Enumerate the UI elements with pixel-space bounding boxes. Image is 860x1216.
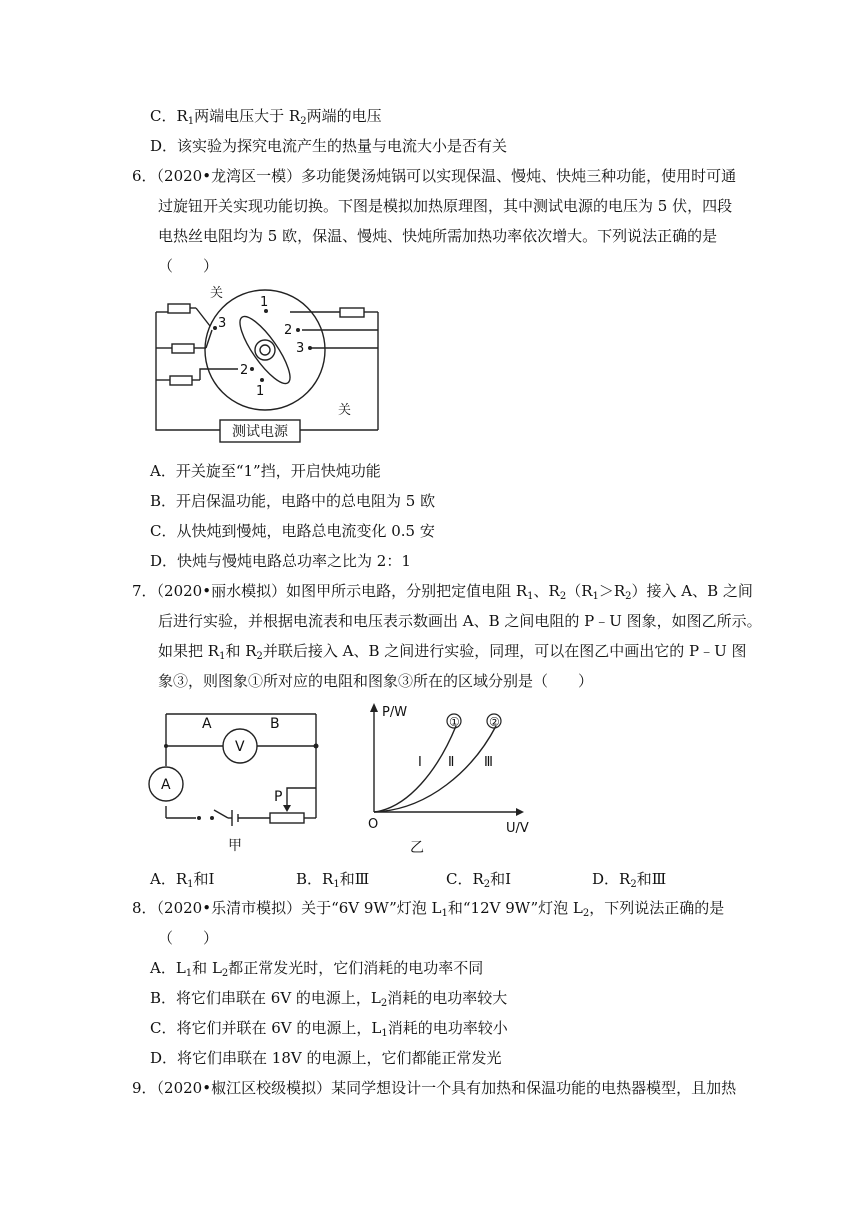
x-axis-label: U/V: [506, 821, 529, 836]
figure-jia-caption: 甲: [228, 838, 242, 854]
q7-stem-line4: 象③，则图象①所对应的电阻和图象③所在的区域分别是（ ）: [158, 672, 594, 690]
q7-option-c: C．$R_2$和Ⅰ: [446, 870, 512, 890]
q8-stem-line1: 8．（2020•乐清市模拟）关于“6V 9W”灯泡 $L_1$和“12V 9W”灯泡 $L_2$，下列说法正确的是: [132, 899, 725, 919]
q5-option-d: D．该实验为探究电流产生的热量与电流大小是否有关: [150, 137, 508, 155]
q6-circuit-figure: [150, 282, 390, 452]
q7-option-d: D．$R_2$和Ⅲ: [592, 870, 667, 890]
region-1-label: Ⅰ: [418, 755, 422, 770]
q7-options-row: [150, 868, 710, 888]
slider-label: P: [274, 789, 283, 805]
origin-label: O: [368, 817, 379, 832]
q8-option-b: B．将它们串联在 6V 的电源上，$L_2$消耗的电功率较大: [150, 989, 508, 1009]
voltmeter-label: V: [235, 739, 245, 755]
q6-stem-line2: 过旋钮开关实现功能切换。下图是模拟加热原理图，其中测试电源的电压为 5 伏，四段: [158, 197, 733, 215]
q8-option-d: D．将它们串联在 18V 的电源上，它们都能正常发光: [150, 1049, 502, 1067]
q7-option-a: A．$R_1$和Ⅰ: [150, 870, 215, 890]
label-pos-1-bottom: 1: [256, 384, 265, 399]
q6-option-b: B．开启保温功能，电路中的总电阻为 5 欧: [150, 492, 436, 510]
q7-stem-line2: 后进行实验，并根据电流表和电压表示数画出 A、B 之间电阻的 P﹣U 图象，如图乙所示。: [158, 612, 762, 630]
label-pos-2-right: 2: [284, 323, 293, 338]
q6-answer-blank: （ ）: [158, 257, 219, 275]
q6-option-c: C．从快炖到慢炖，电路总电流变化 0.5 安: [150, 522, 435, 540]
label-pos-3-right: 3: [296, 341, 305, 356]
q8-answer-blank: （ ）: [158, 929, 219, 947]
label-terminal-b: B: [270, 716, 280, 732]
q6-option-d: D．快炖与慢炖电路总功率之比为 2：1: [150, 552, 411, 570]
q6-stem-line3: 电热丝电阻均为 5 欧，保温、慢炖、快炖所需加热功率依次增大。下列说法正确的是: [158, 227, 718, 245]
q7-circuit-figure-jia: [146, 706, 326, 858]
label-pos-2-left: 2: [240, 363, 249, 378]
region-2-label: Ⅱ: [448, 755, 455, 770]
q9-stem-line1: 9．（2020•椒江区校级模拟）某同学想设计一个具有加热和保温功能的电热器模型，且加热: [132, 1079, 737, 1097]
curve-2-label: ②: [489, 715, 500, 729]
q8-option-c: C．将它们并联在 6V 的电源上，$L_1$消耗的电功率较小: [150, 1019, 508, 1039]
q7-stem-line3: 如果把 $R_1$和 $R_2$并联后接入 A、B 之间进行实验，同理，可以在图乙中画出它的 P﹣U 图: [158, 642, 747, 662]
test-power-source-label: 测试电源: [232, 424, 288, 440]
q5-option-c: C．$R_1$两端电压大于 $R_2$两端的电压: [150, 107, 382, 127]
region-3-label: Ⅲ: [484, 755, 493, 770]
curve-1-label: ①: [449, 715, 460, 729]
q8-option-a: A．$L_1$和 $L_2$都正常发光时，它们消耗的电功率不同: [150, 959, 484, 979]
label-pos-1-top: 1: [260, 295, 269, 310]
label-pos-3-left: 3: [218, 316, 227, 331]
q7-pu-graph-yi: [358, 700, 540, 860]
q6-stem-line1: 6．（2020•龙湾区一模）多功能煲汤炖锅可以实现保温、慢炖、快炖三种功能，使用时可通: [132, 167, 737, 185]
y-axis-label: P/W: [382, 705, 408, 720]
label-terminal-a: A: [202, 716, 212, 732]
q6-option-a: A．开关旋至“1”挡，开启快炖功能: [150, 462, 381, 480]
label-off-top: 关: [210, 286, 224, 301]
figure-yi-caption: 乙: [410, 840, 424, 856]
ammeter-label: A: [161, 777, 171, 793]
q7-option-b: B．$R_1$和Ⅲ: [296, 870, 370, 890]
label-off-bottom: 关: [338, 403, 352, 418]
q7-stem-line1: 7．（2020•丽水模拟）如图甲所示电路，分别把定值电阻 $R_1$、$R_2(R_1>R_2)$接入 A、B 之间: [132, 582, 753, 602]
